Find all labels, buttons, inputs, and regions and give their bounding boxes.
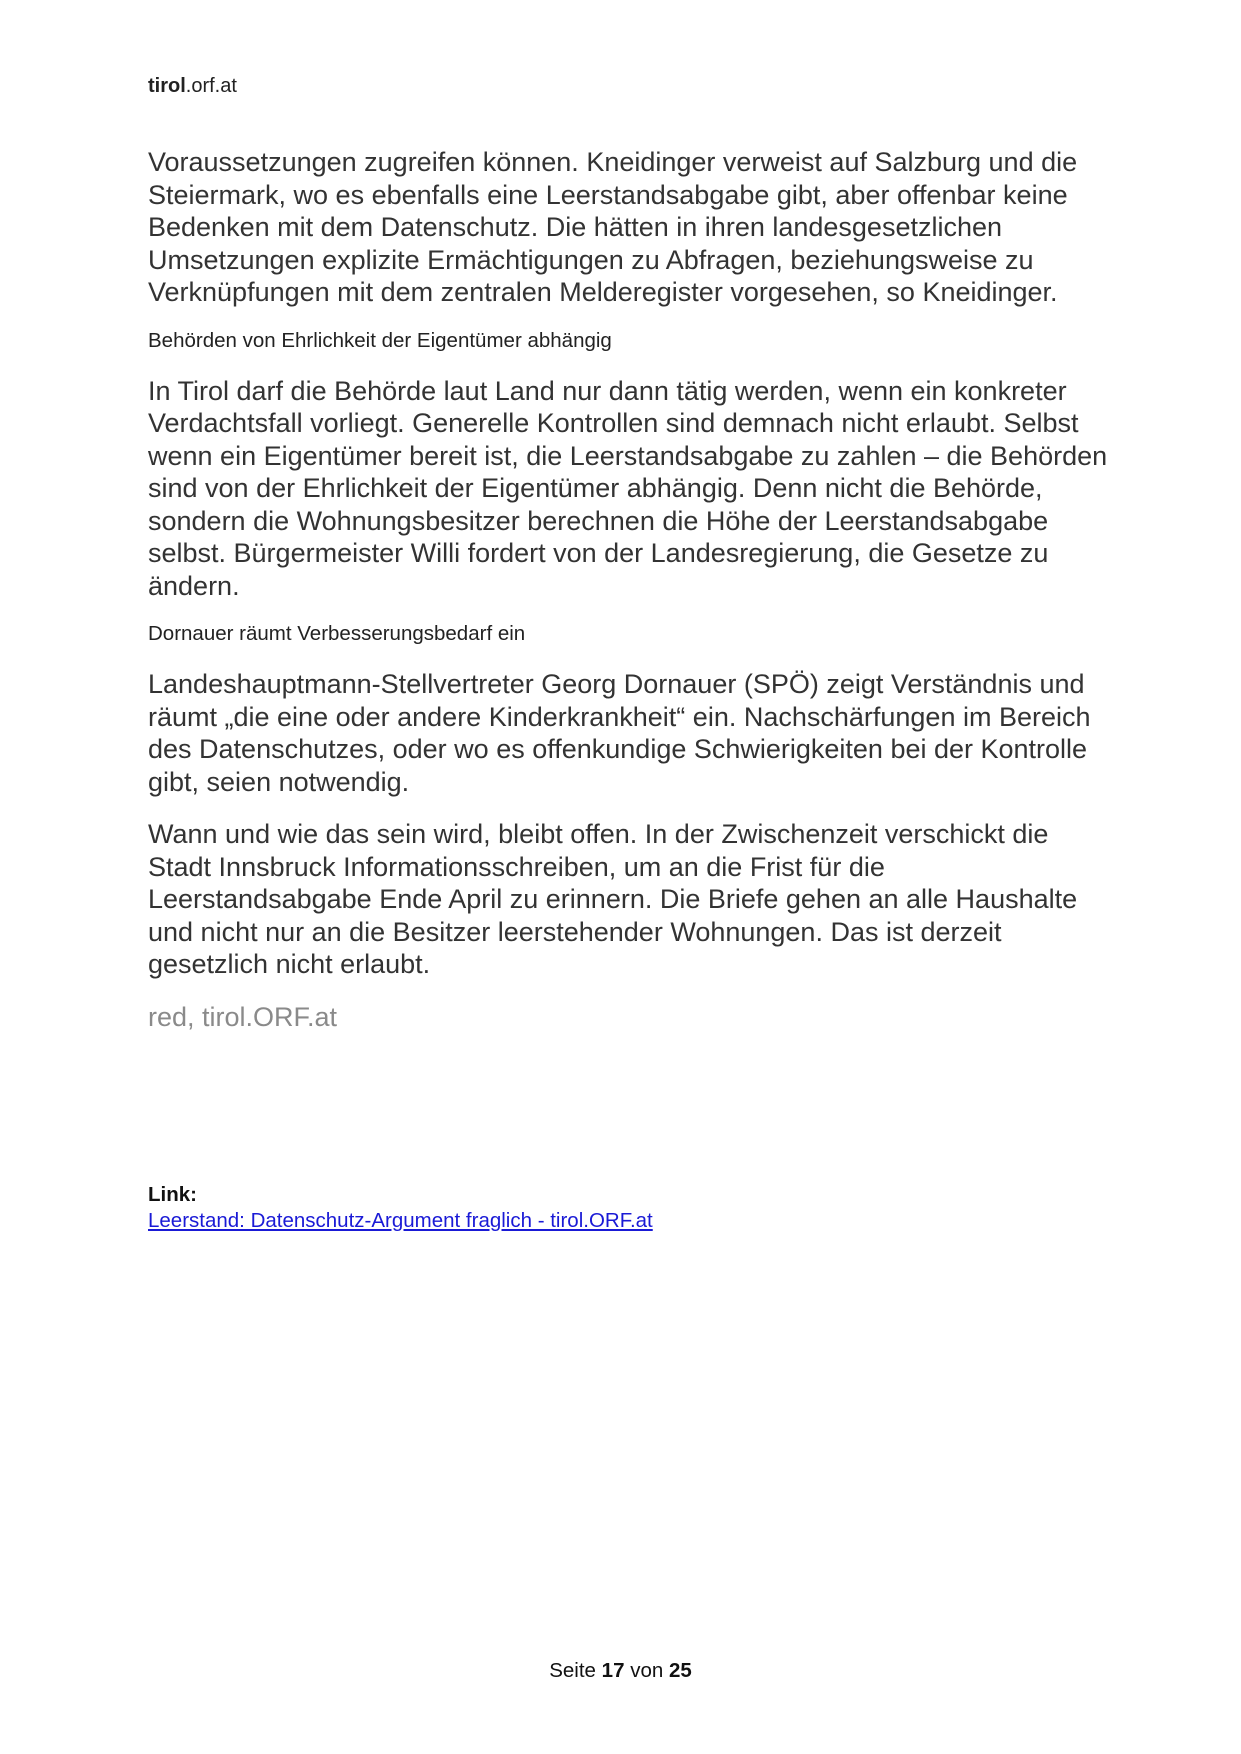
site-name-rest: .orf.at [185, 75, 237, 97]
footer-middle: von [630, 1659, 664, 1682]
total-pages-number: 25 [668, 1659, 692, 1682]
page-footer [0, 1659, 1241, 1683]
article-paragraph-1: Voraussetzungen zugreifen können. Kneidinger verweist auf Salzburg und die Steiermark, wo es ebenfalls eine Leerstandsabgabe gibt, aber offenbar keine Bedenken mit dem Datenschutz. Die hätten in ihren landesgesetzlichen Umsetzungen explizite Ermächtigungen zu Abfragen, beziehungsweise zu Verknüpfungen mit dem zentralen Melderegister vorgesehen, so Kneidinger. [148, 147, 1078, 307]
article-subheading-1: Behörden von Ehrlichkeit der Eigentümer abhängig [148, 328, 612, 352]
article-subheading-2: Dornauer räumt Verbesserungsbedarf ein [148, 622, 526, 645]
article-body [148, 146, 1108, 1033]
article-source: red, tirol.ORF.at [148, 1001, 338, 1032]
link-block [148, 1182, 653, 1234]
current-page-number: 17 [601, 1659, 625, 1682]
site-name-bold: tirol [148, 75, 186, 97]
article-paragraph-3: Landeshauptmann-Stellvertreter Georg Dornauer (SPÖ) zeigt Verständnis und räumt „die eine oder andere Kinderkrankheit“ ein. Nachschärfungen im Bereich des Datenschutzes, oder wo es offenkundige Schwierigkeiten bei der Kontrolle gibt, seien notwendig. [148, 669, 1091, 797]
article-paragraph-2: In Tirol darf die Behörde laut Land nur dann tätig werden, wenn ein konkreter Verdachtsfall vorliegt. Generelle Kontrollen sind demnach nicht erlaubt. Selbst wenn ein Eigentümer bereit ist, die Leerstandsabgabe zu zahlen – die Behörden sind von der Ehrlichkeit der Eigentümer abhängig. Denn nicht die Behörde, sondern die Wohnungsbesitzer berechnen die Höhe der Leerstandsabgabe selbst. Bürgermeister Willi fordert von der Landesregierung, die Gesetze zu ändern. [148, 375, 1108, 601]
article-paragraph-4: Wann und wie das sein wird, bleibt offen. In der Zwischenzeit verschickt die Stadt Innsbruck Informationsschreiben, um an die Frist für die Leerstandsabgabe Ende April zu erinnern. Die Briefe gehen an alle Haushalte und nicht nur an die Besitzer leerstehender Wohnungen. Das ist derzeit gesetzlich nicht erlaubt. [148, 819, 1078, 979]
footer-prefix: Seite [549, 1659, 596, 1682]
link-label: Link: [148, 1183, 197, 1206]
site-header [148, 75, 237, 98]
article-link[interactable]: Leerstand: Datenschutz-Argument fraglich - tirol.ORF.at [148, 1209, 653, 1232]
